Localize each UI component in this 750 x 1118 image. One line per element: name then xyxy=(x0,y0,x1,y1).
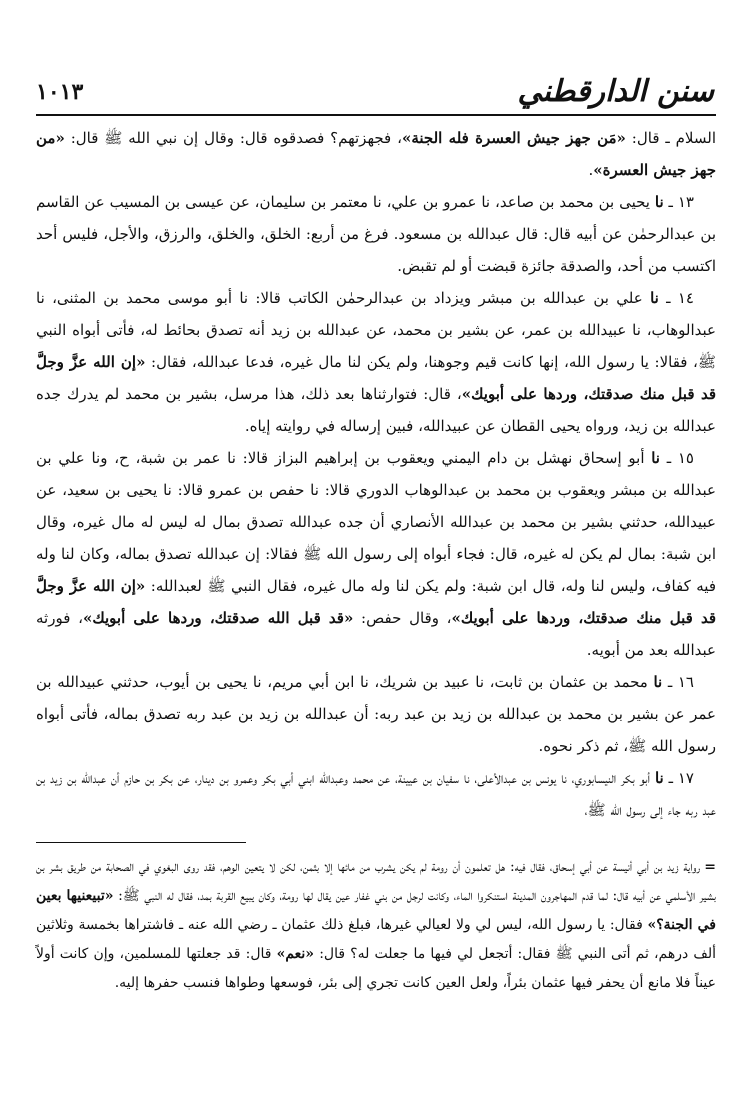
text-run: أبو إسحاق نهشل بن دام اليمني ويعقوب بن إبراهيم البزاز قالا: نا عمر بن شبة، ح، ونا علي بن عبدالله بن مبشر ويعقوب بن محمد بن عبدالوهاب الدوري قالا: نا حفص بن عمرو قالا: نا يحيى بن سعيد، عن عبيدالله، حدثني بشير بن محمد بن عبدالله الأنصاري أن جده عبدالله تصدق بمال له ليس له مال غيره، وقال ابن شبة: بمال لم يكن له غيره، قال: فجاء أبواه إلى رسول الله ﷺ فقالا: إن عبدالله تصدق بماله، وكان لنا وله فيه كفاف، وليس لنا وله، قال ابن شبة: ولم يكن لنا وله مال غيره، فقال النبي ﷺ لعبدالله: xyxy=(36,449,716,595)
main-text xyxy=(36,122,716,826)
bold-quote: نا xyxy=(651,449,660,467)
text-paragraph-p16 xyxy=(36,666,716,762)
text-run: . xyxy=(588,161,594,179)
footnote-bold-quote: «تبيعنيها بعين في الجنة؟» xyxy=(36,888,716,933)
footnotes xyxy=(36,853,716,998)
text-run: يحيى بن محمد بن صاعد، نا عمرو بن علي، نا معتمر بن سليمان، عن عيسى بن المسيب عن القاسم بن عبدالرحمٰن عن أبيه قال: قال عبدالله بن مسعود. فرغ من أربع: الخلق، والخلق، والرزق، والأجل، فليس أحد اكتسب من أحد، والصدقة جائزة قبضت أو لم تقبض. xyxy=(36,193,716,275)
bold-quote: «من جهز جيش العسرة» xyxy=(36,129,716,179)
footnote-text-run: فقال: يا رسول الله، ليس لي ولا لعيالي غيرها، فبلغ ذلك عثمان ـ رضي الله عنه ـ فاشتراها بخمسة وثلاثين ألف درهم، ثم أتى النبي ﷺ فقال: أتجعل لي فيها ما جعلت له؟ قال: xyxy=(36,917,716,962)
text-run: ، فجهزتهم؟ فصدقوه قال: وقال إن نبي الله ﷺ قال: xyxy=(64,129,402,147)
text-run: محمد بن عثمان بن ثابت، نا عبيد بن شريك، نا ابن أبي مريم، نا يحيى بن أيوب، حدثني عبيدالله بن عمر عن بشير بن محمد بن عبدالله بن زيد بن عبد ربه: أن عبدالله بن زيد بن عبد ربه تصدق بماله، فأتى أبواه رسول الله ﷺ، ثم ذكر نحوه. xyxy=(36,673,716,755)
text-run: ١٥ ـ xyxy=(659,449,694,467)
text-paragraph-p1 xyxy=(36,122,716,186)
text-run: أبو بكر النيسابوري، نا يونس بن عبدالأعلى، نا سفيان بن عيينة، عن محمد وعبدالله ابني أبي بكر وعمرو بن دينار، عن بكر بن حازم أن عبدالله بن زيد بن عبد ربه جاء إلى رسول الله ﷺ، xyxy=(36,769,716,819)
page-header xyxy=(36,70,716,116)
book-title: سنن الدارقطني xyxy=(517,74,714,109)
text-paragraph-p14 xyxy=(36,282,716,442)
bold-quote: نا xyxy=(653,673,663,691)
bold-quote: «قد قبل الله صدقتك، وردها على أبويك» xyxy=(82,609,354,627)
footnote-continuation-mark: = xyxy=(704,859,716,875)
text-run: علي بن عبدالله بن مبشر ويزداد بن عبدالرحمٰن الكاتب قالا: نا أبو موسى محمد بن المثنى، نا عبدالوهاب، نا عبيدالله بن عمر، عن بشير بن محمد، عن عبدالله بن زيد أنه تصدق بحائط له، فأتى أبواه النبي ﷺ، فقالا: يا رسول الله، إنها كانت قيم وجوهنا، ولم يكن لنا مال غيره، فدعا عبدالله، فقال: xyxy=(36,289,716,371)
bold-quote: «مَن جهز جيش العسرة فله الجنة» xyxy=(401,129,626,147)
footnote-paragraph xyxy=(36,853,716,998)
footnote-bold-quote: «نعم» xyxy=(276,946,315,962)
text-run: ١٣ ـ xyxy=(663,193,694,211)
footnote-text-run: رواية زيد بن أبي أنيسة عن أبي إسحاق، فقال فيه: هل تعلمون أن رومة لم يكن يشرب من مائها إلا بثمن، لكن لا يتعين الوهم، فقد روى البغوي في الصحابة من طريق بشر بن بشير الأسلمي عن أبيه قال: لما قدم المهاجرون المدينة استنكروا الماء، وكانت لرجل من بني غفار عين يقال لها رومة، وكان يبيع القربة بمد، فقال له النبي ﷺ: xyxy=(36,859,716,904)
text-run: ، وقال حفص: xyxy=(353,609,452,627)
text-run: ، قال: فتوارثناها بعد ذلك، هذا مرسل، بشير بن محمد لم يدرك جده عبدالله بن زيد، ورواه يحيى القطان عن عبيدالله، فبين إرساله في روايته إياه. xyxy=(36,385,716,435)
text-run: ، فورثه عبدالله بعد من أبويه. xyxy=(36,609,716,659)
book-page xyxy=(36,70,716,998)
bold-quote: «إن الله عزَّ وجلَّ قد قبل منك صدقتك، وردها على أبويك» xyxy=(36,353,716,403)
text-paragraph-p17 xyxy=(36,762,716,826)
text-paragraph-p15 xyxy=(36,442,716,666)
text-run: ١٧ ـ xyxy=(663,769,694,787)
text-run: ١٦ ـ xyxy=(662,673,694,691)
bold-quote: نا xyxy=(654,769,664,787)
footnote-divider xyxy=(36,842,246,843)
text-paragraph-p13 xyxy=(36,186,716,282)
text-run: ١٤ ـ xyxy=(658,289,694,307)
text-run: السلام ـ قال: xyxy=(625,129,717,147)
footnote-text-run: قال: قد جعلتها للمسلمين، وإن كانت أولاً عيناً فلا مانع أن يحفر فيها عثمان بئراً، ولعل العين كانت تجري إلى بئر، فوسعها وطواها فنسب حفرها إليه. xyxy=(36,946,716,991)
bold-quote: نا xyxy=(654,193,664,211)
bold-quote: «إن الله عزَّ وجلَّ قد قبل منك صدقتك، وردها على أبويك» xyxy=(36,577,716,627)
bold-quote: نا xyxy=(650,289,659,307)
page-number: ١٠١٣ xyxy=(36,79,84,105)
